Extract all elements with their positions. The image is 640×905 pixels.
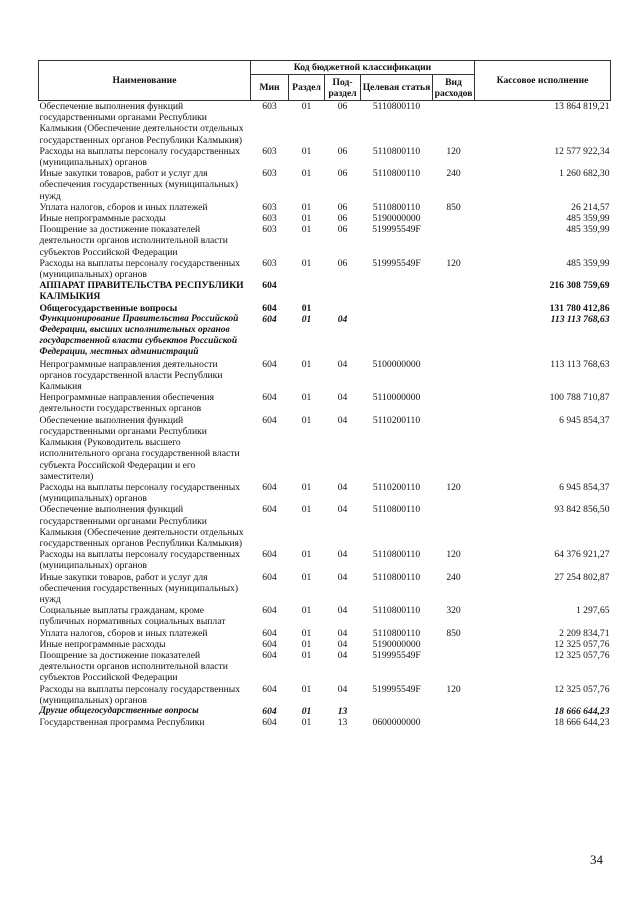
cell-name: Расходы на выплаты персоналу государственных (муниципальных) органов [39,257,241,281]
cell-name: Другие общегосударственные вопросы [39,705,199,716]
cell-tselevaya: 5190000000 [372,213,421,225]
table-header [39,61,611,101]
cell-razdel: 01 [301,683,312,695]
cell-min: 604 [262,649,277,661]
cell-name: Иные непрограммные расходы [39,638,166,650]
table-row [39,572,611,606]
table-row [39,717,611,728]
cell-podrazdel: 04 [337,683,348,695]
table-row [39,549,611,571]
cell-min: 604 [262,717,277,729]
cell-tselevaya: 5110800110 [372,605,421,617]
cell-name: Иные закупки товаров, работ и услуг для обеспечения государственных (муниципальных) нужд [39,168,239,202]
cell-name: Непрограммные направления обеспечения деятельности государственных органов [39,392,214,415]
cell-name: Расходы на выплаты персоналу государственных (муниципальных) органов [39,481,241,505]
cell-min: 604 [262,414,277,426]
table-row [39,415,611,482]
table-row [39,224,611,258]
cell-podrazdel: 04 [337,414,348,426]
cell-vid [433,706,475,717]
cell-podrazdel: 06 [337,201,348,213]
cell-vid [433,213,475,224]
cell-vid [433,392,475,414]
cell-vid [433,504,475,549]
cell-vid: 120 [446,257,461,269]
cell-podrazdel: 13 [337,705,348,717]
cell-razdel: 01 [301,705,312,717]
cell-min: 603 [262,145,277,157]
cell-name: Социальные выплаты гражданам, кроме публичных нормативных социальных выплат [39,605,226,628]
table-row [39,628,611,639]
table-row [39,258,611,280]
cell-min: 604 [262,313,277,325]
table-row [39,213,611,224]
cell-name: Расходы на выплаты персоналу государственных (муниципальных) органов [39,145,241,169]
cell-tselevaya: 5100000000 [372,358,421,370]
cell-amount: 26 214,57 [571,201,610,213]
cell-min: 603 [262,224,277,236]
table-row [39,168,611,202]
cell-amount: 131 780 412,86 [549,302,610,314]
cell-name: Иные закупки товаров, работ и услуг для обеспечения государственных (муниципальных) нужд [39,571,239,605]
table-row [39,359,611,393]
cell-amount: 64 376 921,27 [554,549,610,561]
cell-razdel: 01 [301,549,312,561]
page-number: 34 [590,852,603,867]
cell-vid: 320 [446,605,461,617]
cell-min: 603 [262,201,277,213]
cell-razdel: 01 [301,224,312,236]
cell-vid [433,224,475,258]
cell-vid: 240 [446,168,461,180]
cell-podrazdel: 04 [337,549,348,561]
cell-min: 603 [262,213,277,225]
cell-name: АППАРАТ ПРАВИТЕЛЬСТВА РЕСПУБЛИКИ КАЛМЫКИЯ [39,280,244,303]
cell-name: Расходы на выплаты персоналу государственных (муниципальных) органов [39,549,241,572]
cell-tselevaya: 519995549F [372,224,421,236]
cell-podrazdel: 04 [337,571,348,583]
cell-vid: 850 [446,627,461,639]
cell-razdel: 01 [301,504,312,516]
cell-tselevaya: 5110800110 [372,504,421,516]
table-row [39,605,611,627]
cell-razdel [289,280,325,302]
cell-podrazdel: 06 [337,224,348,236]
cell-razdel: 01 [301,201,312,213]
cell-tselevaya: 5190000000 [372,638,421,650]
cell-tselevaya: 5110800110 [372,549,421,561]
table-row [39,650,611,684]
table-row [39,706,611,717]
cell-vid [433,717,475,728]
cell-razdel: 01 [301,627,312,639]
cell-min: 604 [262,358,277,370]
cell-name: Поощрение за достижение показателей деятельности органов исполнительной власти субъектов Российской Федерации [39,649,228,684]
cell-amount: 12 325 057,76 [554,683,610,695]
cell-name: Расходы на выплаты персоналу государственных (муниципальных) органов [39,683,241,706]
cell-vid: 850 [446,201,461,213]
cell-tselevaya [361,303,433,314]
cell-name: Поощрение за достижение показателей деятельности органов исполнительной власти субъектов Российской Федерации [39,224,228,258]
cell-tselevaya: 5110800110 [372,168,421,180]
cell-podrazdel [325,303,361,314]
cell-razdel: 01 [301,313,312,325]
header-kassovoe: Кассовое исполнение [475,61,611,101]
cell-razdel: 01 [301,168,312,180]
cell-min: 604 [262,627,277,639]
cell-name: Непрограммные направления деятельности органов государственной власти Республики Калмыкия [39,358,223,393]
cell-vid: 120 [446,145,461,157]
cell-tselevaya: 5110800110 [372,145,421,157]
cell-min: 604 [262,504,277,516]
header-name: Наименование [39,61,251,101]
cell-name: Уплата налогов, сборов и иных платежей [39,627,208,639]
cell-name: Государственная программа Республики [39,717,205,729]
budget-table [38,60,611,728]
cell-podrazdel: 06 [337,101,348,112]
cell-vid: 240 [446,571,461,583]
cell-amount: 12 325 057,76 [554,649,610,661]
table-row [39,280,611,302]
table-row [39,303,611,314]
cell-razdel: 01 [301,717,312,729]
header-code-group: Код бюджетной классификации [251,61,475,75]
table-row [39,392,611,414]
cell-name: Обеспечение выполнения функций государственными органами Республики Калмыкия (Обеспечение деятельности отдельных государственных органов Республики Калмыкия) [39,504,244,549]
cell-amount: 485 359,99 [566,213,610,225]
cell-podrazdel: 04 [337,638,348,650]
cell-tselevaya: 0600000000 [372,717,421,729]
cell-podrazdel: 06 [337,168,348,180]
cell-name: Обеспечение выполнения функций государственными органами Республики Калмыкия (Руководитель высшего исполнительного органа государственной власти субъекта Российской Федерации и его заместители) [39,414,240,482]
cell-vid: 120 [446,549,461,561]
cell-amount: 113 113 768,63 [550,358,610,370]
cell-razdel: 01 [301,392,312,404]
cell-amount: 2 209 834,71 [559,627,610,639]
cell-min: 603 [262,168,277,180]
cell-podrazdel: 04 [337,627,348,639]
cell-vid [433,280,475,302]
cell-razdel: 01 [301,101,312,112]
cell-podrazdel: 06 [337,213,348,225]
cell-tselevaya [361,314,433,359]
table-row [39,482,611,504]
cell-podrazdel [325,280,361,302]
cell-podrazdel: 04 [337,392,348,404]
cell-razdel: 01 [301,213,312,225]
cell-podrazdel: 04 [337,605,348,617]
header-razdel: Раздел [289,75,325,101]
cell-tselevaya: 5110200110 [372,481,421,493]
cell-podrazdel: 06 [337,145,348,157]
cell-tselevaya: 519995549F [372,683,421,695]
cell-min: 604 [262,683,277,695]
cell-amount: 6 945 854,37 [559,414,610,426]
cell-razdel: 01 [301,571,312,583]
cell-amount: 485 359,99 [566,224,610,236]
cell-podrazdel: 04 [337,649,348,661]
table-row [39,314,611,359]
cell-razdel: 01 [301,649,312,661]
table-row [39,504,611,549]
cell-vid [433,101,475,146]
cell-podrazdel: 04 [337,481,348,493]
cell-name: Функционирование Правительства Российской Федерации, высших исполнительных органов государственной власти субъектов Российской Федерации, местных администраций [39,313,239,358]
cell-min: 604 [262,549,277,561]
cell-razdel: 01 [301,605,312,617]
cell-vid [433,359,475,393]
cell-vid: 120 [446,683,461,695]
cell-min: 603 [262,257,277,269]
cell-tselevaya: 5110800110 [372,571,421,583]
header-vid: Вид расходов [433,75,475,101]
cell-razdel: 01 [301,302,312,314]
cell-amount: 113 113 768,63 [550,313,610,325]
cell-min: 604 [262,638,277,650]
cell-min: 604 [262,481,277,493]
cell-razdel: 01 [301,257,312,269]
cell-min: 604 [262,392,277,404]
table-body [39,101,611,729]
cell-name: Обеспечение выполнения функций государственными органами Республики Калмыкия (Обеспечение деятельности отдельных государственных органов Республики Калмыкия) [39,101,244,146]
cell-podrazdel: 04 [337,358,348,370]
table-row [39,202,611,213]
cell-razdel: 01 [301,358,312,370]
cell-tselevaya: 5110000000 [372,392,421,404]
cell-tselevaya: 5110800110 [372,101,421,112]
cell-podrazdel: 04 [337,313,348,325]
cell-podrazdel: 04 [337,504,348,516]
cell-amount: 216 308 759,69 [549,280,610,292]
cell-tselevaya [361,280,433,302]
cell-amount: 13 864 819,21 [554,101,610,112]
cell-amount: 100 788 710,87 [549,392,610,404]
header-tselevaya: Целевая статья [361,75,433,101]
cell-podrazdel: 13 [337,717,348,729]
cell-min: 604 [262,605,277,617]
cell-amount: 18 666 644,23 [554,717,610,729]
cell-amount: 1 260 682,30 [559,168,610,180]
cell-amount: 18 666 644,23 [554,705,610,717]
cell-min: 604 [262,571,277,583]
cell-min: 603 [262,101,277,112]
cell-tselevaya: 519995549F [372,649,421,661]
cell-tselevaya: 5110200110 [372,414,421,426]
cell-min: 604 [262,280,277,292]
cell-vid [433,415,475,482]
cell-razdel: 01 [301,481,312,493]
cell-razdel: 01 [301,145,312,157]
table-row [39,101,611,146]
cell-amount: 485 359,99 [566,257,610,269]
cell-amount: 1 297,65 [575,605,610,617]
cell-tselevaya: 5110800110 [372,201,421,213]
cell-min: 604 [262,302,277,314]
cell-amount: 12 577 922,34 [554,145,610,157]
cell-vid [433,639,475,650]
cell-vid [433,650,475,684]
header-min: Мин [251,75,289,101]
cell-amount: 6 945 854,37 [559,481,610,493]
cell-tselevaya: 519995549F [372,257,421,269]
cell-min: 604 [262,705,277,717]
cell-amount: 93 842 856,50 [554,504,610,516]
cell-razdel: 01 [301,638,312,650]
cell-amount: 12 325 057,76 [554,638,610,650]
cell-podrazdel: 06 [337,257,348,269]
table-row [39,146,611,168]
cell-vid [433,303,475,314]
table-row [39,684,611,706]
cell-vid: 120 [446,481,461,493]
cell-vid [433,314,475,359]
cell-amount: 27 254 802,87 [554,571,610,583]
cell-tselevaya [361,706,433,717]
table-row [39,639,611,650]
cell-razdel: 01 [301,414,312,426]
cell-tselevaya: 5110800110 [372,627,421,639]
cell-name: Иные непрограммные расходы [39,213,166,225]
cell-name: Уплата налогов, сборов и иных платежей [39,201,208,213]
cell-name: Общегосударственные вопросы [39,302,178,314]
header-podrazdel: Под-раздел [325,75,361,101]
